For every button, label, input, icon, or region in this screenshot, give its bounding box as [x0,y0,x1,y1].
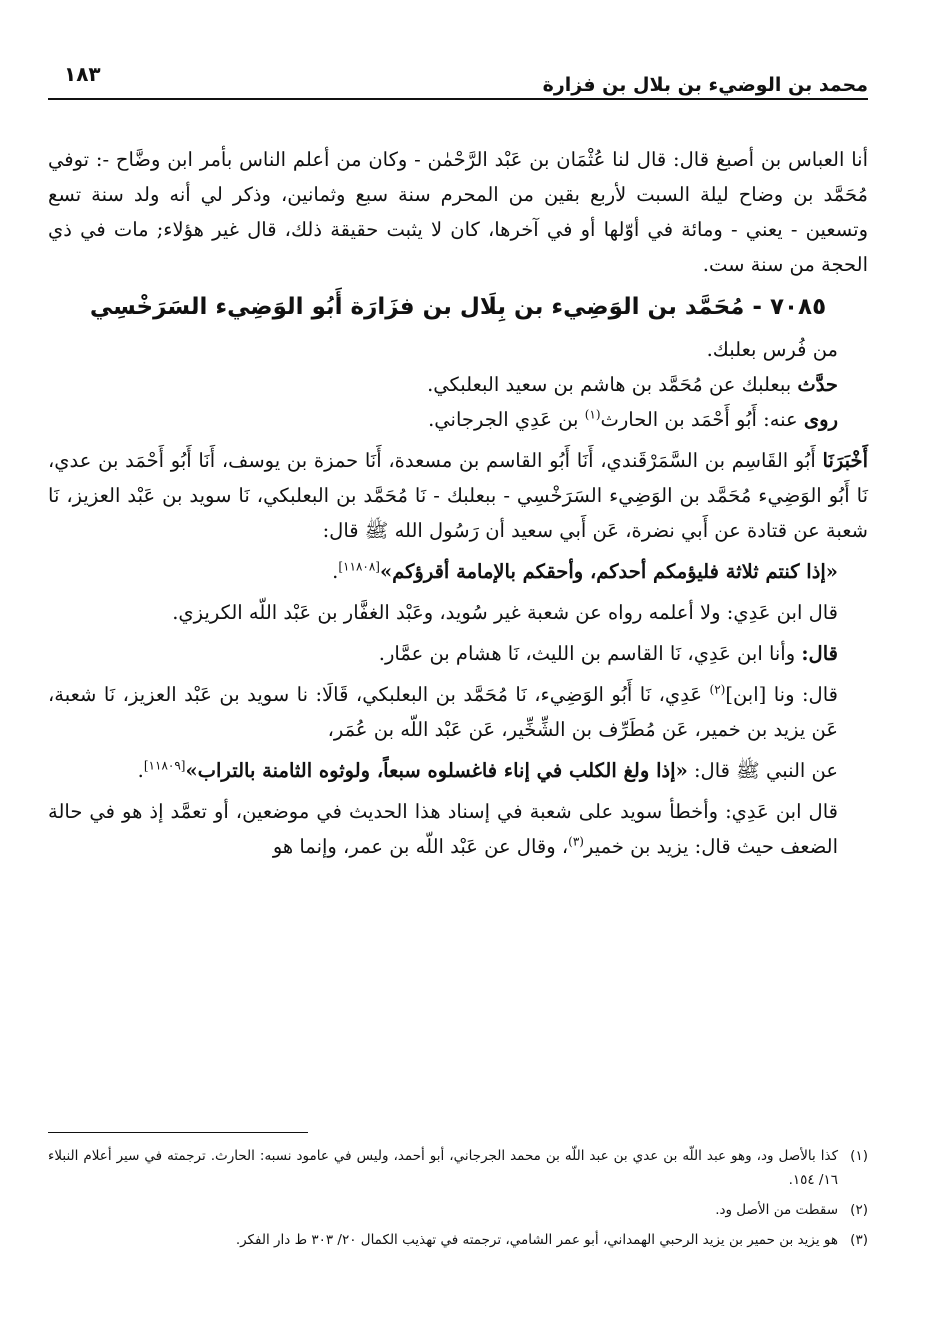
akhbarana-text: أَبُو القَاسِم بن السَّمَرْقَندي، أَنَا أَبُو القاسم بن مسعدة، أَنَا حمزة بن يوسف، أَنَا أَبُو أَحْمَد بن عدي، نَا أَبُو الوَضِيء مُحَمَّد بن الوَضِيء السَرَخْسِي - ببعلبك - نَا مُحَمَّد بن البعلبكي، نَا سويد بن عَبْد العزيز، نَا شعبة عن قتادة عن أَبي نضرة، عَن أَبي سعيد أن رَسُول الله ﷺ قال: [48,449,868,542]
hadith-2-end: . [137,759,144,782]
akhbarana-paragraph [48,443,868,548]
hadith-2 [48,753,868,788]
footnote-text: سقطت من الأصل ود. [715,1202,838,1218]
footnote-text: هو يزيد بن حمير بن يزيد الرحبي الهمداني، أبو عمر الشامي، ترجمته في تهذيب الكمال ٢٠/ ٣٠٣ ط دار الفكر. [235,1232,838,1248]
footnote-number: (٣) [850,1232,868,1248]
page-number: ١٨٣ [64,62,101,86]
nabi-text: عن النبي ﷺ قال: [693,759,838,782]
qala2-after: عَدِي، نَا أَبُو الوَضِيء، نَا مُحَمَّد بن البعلبكي، قَالَا: نا سويد بن عَبْد العزيز، نَا شعبة، عَن يزيد بن خمير، عَن مُطَرِّف بن الشِّخِّير، عَن عَبْد اللّه بن عُمَر، [48,683,838,741]
footnotes [48,1144,868,1258]
footnote-text: كذا بالأصل ود، وهو عبد اللّه بن عدي بن عبد اللّه بن محمد الجرجاني، أبو أحمد، وليس في عامود نسبه: الحارث. ترجمته في سير أعلام النبلاء ١٦/ ١٥٤. [48,1148,838,1188]
running-title: محمد بن الوضيء بن بلال بن فزارة [542,74,868,96]
haddath-text: ببعلبك عن مُحَمَّد بن هاشم بن سعيد البعلبكي. [427,373,792,396]
rawa-text-before: عنه: أَبُو أَحْمَد بن الحارث [600,408,798,431]
ibn-adi-comment-1: قال ابن عَدِي: ولا أعلمه رواه عن شعبة غير سُويد، وعَبْد الغفَّار بن عَبْد اللّه الكريزي. [172,601,838,624]
qala-text: وأنا ابن عَدِي، نَا القاسم بن الليث، نَا هشام بن عمَّار. [378,642,796,665]
rawa-label: روى [803,408,838,431]
hadith-2-ref: [١١٨٠٩] [143,758,186,773]
footnote-number: (١) [850,1148,868,1164]
footnote-3 [48,1228,868,1252]
haddath-label: حدَّث [797,373,838,396]
page-header [48,54,868,100]
entry-heading: ٧٠٨٥ - مُحَمَّد بن الوَضِيء بن بِلَال بن فزَارَة أَبُو الوَضِيء السَرَخْسِي [89,294,827,320]
footnote-marker-1[interactable]: (١) [584,407,601,422]
hadith-1-end: . [332,560,339,583]
ibn-adi-comment-2 [48,794,868,864]
haddath-paragraph [48,367,868,402]
qala-paragraph [48,636,868,671]
hadith-1-ref: [١١٨٠٨] [338,559,380,574]
hadith-1 [48,554,868,589]
book-page [48,54,868,1314]
qala2-before: قال: ونا [ابن] [725,683,838,706]
akhbarana-label: أَخْبَرَنَا [822,449,868,472]
intro-paragraph: أنا العباس بن أصبغ قال: قال لنا عُثْمَان بن عَبْد الرَّحْمٰن - وكان من أعلم الناس بأمر ابن وضَّاح -: توفي مُحَمَّد بن وضاح ليلة السبت لأربع بقين من المحرم سنة سبع وثمانين، وذكر لي أنه ولد سنة تسع وتسعين - يعني - ومائة في أوّلها أو في آخرها، كان لا يثبت حقيقة ذلك، قال غير هؤلاء; مات في ذي الحجة من سنة ست. [48,148,868,276]
footnote-1 [48,1144,868,1192]
ibn-adi-2-before: قال ابن عَدِي: وأخطأ سويد على شعبة في إسناد هذا الحديث في موضعين، أو تعمَّد إذ هو في حالة الضعف حيث قال: يزيد بن خمير [48,800,838,858]
main-text [48,142,868,864]
footnote-divider [48,1132,308,1133]
rawa-paragraph [48,402,868,437]
footnote-marker-2[interactable]: (٢) [709,682,726,697]
footnote-marker-3[interactable]: (٣) [568,834,584,849]
qala-label: قال: [801,642,838,665]
qala2-paragraph [48,677,868,747]
rawa-text-after: بن عَدِي الجرجاني. [428,408,579,431]
hadith-1-text: «إذا كنتم ثلاثة فليؤمكم أحدكم، وأحقكم بالإمامة أقرؤكم» [379,560,838,583]
ibn-adi-2-after: ، وقال عن عَبْد اللّه بن عمر، وإنما هو [272,835,569,858]
footnote-2 [48,1198,868,1222]
entry-origin: من فُرس بعلبك. [706,338,838,361]
hadith-2-text: «إذا ولغ الكلب في إناء فاغسلوه سبعاً، ولوثوه الثامنة بالتراب» [185,759,688,782]
footnote-number: (٢) [850,1202,868,1218]
